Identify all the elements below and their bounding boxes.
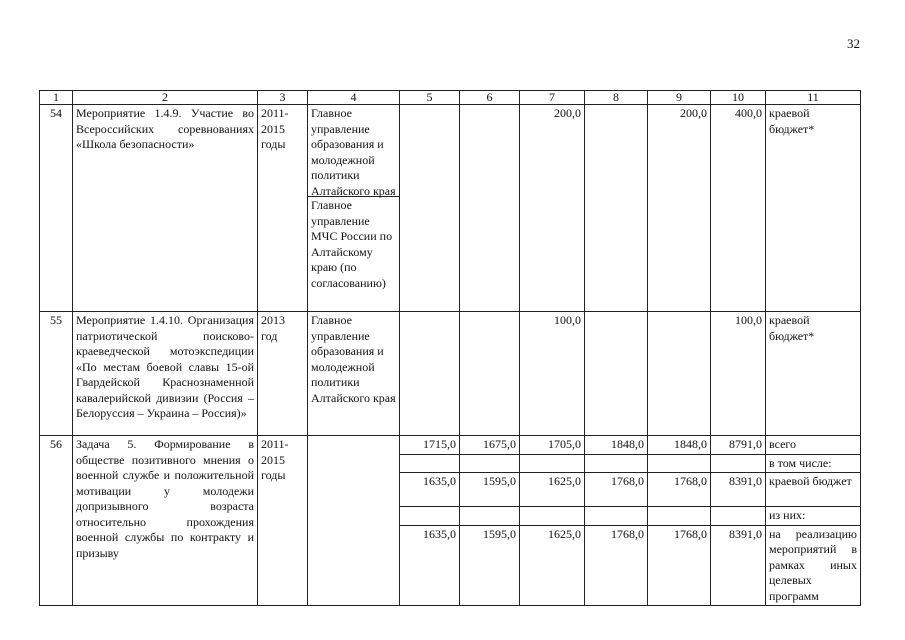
value-line [400, 507, 459, 526]
value-column-9 [648, 436, 711, 606]
value-line [460, 455, 519, 474]
value-line: 1625,0 [520, 473, 584, 507]
value-cell: 400,0 [711, 105, 766, 312]
funding-source: из них: [766, 507, 860, 526]
value-line [711, 455, 765, 474]
value-line: 1705,0 [520, 436, 584, 455]
value-cell [585, 105, 648, 312]
executor: Главное управление образования и молодежной политики Алтайского края [308, 312, 400, 436]
header-cell: 8 [585, 91, 648, 105]
header-cell: 3 [258, 91, 308, 105]
value-line: 1768,0 [674, 526, 707, 541]
funding-source: в том числе: [766, 455, 860, 474]
value-line [585, 455, 647, 474]
value-line: 8391,0 [711, 473, 765, 507]
value-line: 1848,0 [585, 436, 647, 455]
measure-name: Мероприятие 1.4.10. Организация патриотической поисково-краеведческой мотоэкспедиции «По местам боевой славы 15-ой Гвардейской Краснознаменной кавалерийской дивизии (Россия – Белоруссия – Украина – Россия)» [73, 312, 258, 436]
header-cell: 11 [766, 91, 861, 105]
value-line [460, 507, 519, 526]
value-cell: 200,0 [520, 105, 585, 312]
value-line [400, 455, 459, 474]
row-number: 56 [40, 436, 73, 606]
value-column-8 [585, 436, 648, 606]
funding-source: на реализацию мероприятий в рамках иных целевых программ [769, 526, 857, 603]
header-cell: 10 [711, 91, 766, 105]
header-cell: 1 [40, 91, 73, 105]
value-line: 8791,0 [711, 436, 765, 455]
value-line [711, 507, 765, 526]
value-cell [460, 312, 520, 436]
value-line: 1675,0 [460, 436, 519, 455]
funding-source: всего [766, 436, 860, 455]
value-column-6 [460, 436, 520, 606]
value-line: 1768,0 [611, 526, 644, 541]
value-line [585, 507, 647, 526]
value-column-10 [711, 436, 766, 606]
value-cell: 100,0 [711, 312, 766, 436]
task-name: Задача 5. Формирование в обществе позитивного мнения о военной службе и положительной мотивации у молодежи допризывного возраста относительно прохождения военной службы по контракту и призыву [73, 436, 258, 606]
header-cell: 4 [308, 91, 400, 105]
value-line [648, 507, 710, 526]
value-line [520, 507, 584, 526]
executor: Главное управление МЧС России по Алтайскому краю (по согласованию) [308, 196, 399, 292]
page-number: 32 [847, 36, 860, 51]
value-line: 1848,0 [648, 436, 710, 455]
table-row-55 [40, 312, 861, 436]
value-line: 1635,0 [400, 473, 459, 507]
row-number: 55 [40, 312, 73, 436]
value-cell [460, 105, 520, 312]
value-line [520, 455, 584, 474]
header-cell: 6 [460, 91, 520, 105]
program-table [39, 90, 861, 606]
header-cell: 2 [73, 91, 258, 105]
value-line: 8391,0 [729, 526, 762, 541]
value-column-5 [400, 436, 460, 606]
value-cell [400, 105, 460, 312]
executor [308, 436, 400, 606]
value-column-7 [520, 436, 585, 606]
value-cell: 200,0 [648, 105, 711, 312]
value-line: 1768,0 [648, 473, 710, 507]
value-line: 1595,0 [460, 473, 519, 507]
funding-source: краевой бюджет [766, 473, 860, 507]
funding-source: краевой бюджет* [766, 105, 861, 312]
value-line: 1625,0 [548, 526, 581, 541]
value-cell [648, 312, 711, 436]
table-row-54 [40, 105, 861, 312]
value-cell [400, 312, 460, 436]
value-cell [585, 312, 648, 436]
value-line: 1595,0 [483, 526, 516, 541]
value-line: 1635,0 [423, 526, 456, 541]
executor: Главное управление образования и молодежной политики Алтайского края [311, 106, 396, 198]
value-line: 1715,0 [400, 436, 459, 455]
measure-name: Мероприятие 1.4.9. Участие во Всероссийских соревнованиях «Школа безопасности» [73, 105, 258, 312]
table-row-56 [40, 436, 861, 606]
value-cell: 100,0 [520, 312, 585, 436]
header-row [40, 91, 861, 105]
funding-source-column [766, 436, 861, 606]
value-line: 1768,0 [585, 473, 647, 507]
header-cell: 7 [520, 91, 585, 105]
period: 2011- 2015 годы [258, 105, 308, 312]
value-line [648, 455, 710, 474]
header-cell: 9 [648, 91, 711, 105]
header-cell: 5 [400, 91, 460, 105]
period: 2013 год [258, 312, 308, 436]
executors-cell [308, 105, 400, 312]
row-number: 54 [40, 105, 73, 312]
period: 2011- 2015 годы [258, 436, 308, 606]
funding-source: краевой бюджет* [766, 312, 861, 436]
